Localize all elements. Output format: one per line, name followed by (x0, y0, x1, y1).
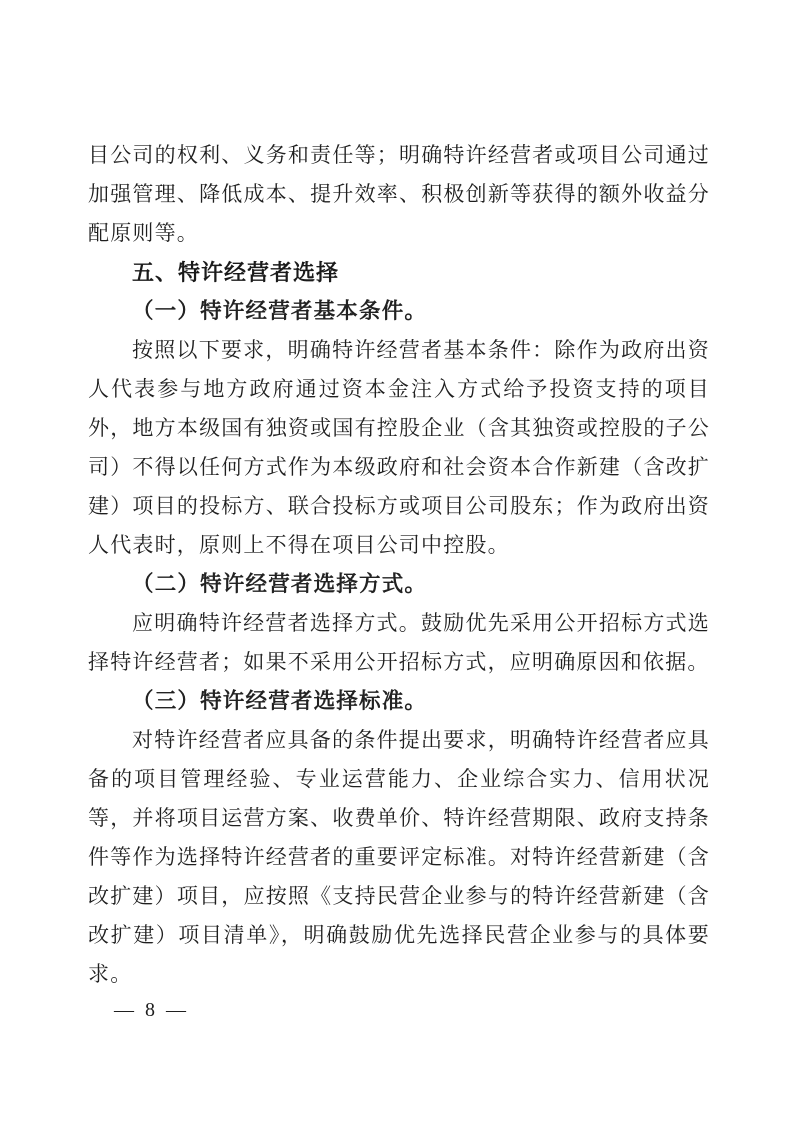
page-body (88, 136, 710, 994)
paragraph-selection-criteria: 对特许经营者应具备的条件提出要求，明确特许经营者应具备的项目管理经验、专业运营能力、企业综合实力、信用状况等，并将项目运营方案、收费单价、特许经营期限、政府支持条件等作为选择特许经营者的重要评定标准。对特许经营新建（含改扩建）项目，应按照《支持民营企业参与的特许经营新建（含改扩建）项目清单》，明确鼓励优先选择民营企业参与的具体要求。 (88, 728, 710, 986)
paragraph-basic-conditions: 按照以下要求，明确特许经营者基本条件：除作为政府出资人代表参与地方政府通过资本金注入方式给予投资支持的项目外，地方本级国有独资或国有控股企业（含其独资或控股的子公司）不得以任何方式作为本级政府和社会资本合作新建（含改扩建）项目的投标方、联合投标方或项目公司股东；作为政府出资人代表时，原则上不得在项目公司中控股。 (88, 338, 710, 557)
sub-heading-selection-method: （二）特许经营者选择方式。 (132, 572, 428, 597)
sub-heading-basic-conditions: （一）特许经营者基本条件。 (132, 299, 428, 324)
sub-heading-selection-criteria: （三）特许经营者选择标准。 (132, 689, 428, 714)
section-heading-franchisee-selection: 五、特许经营者选择 (132, 260, 340, 285)
page-number: — 8 — (114, 999, 189, 1021)
paragraph-continuation-revenue-allocation: 目公司的权利、义务和责任等；明确特许经营者或项目公司通过加强管理、降低成本、提升效率、积极创新等获得的额外收益分配原则等。 (88, 143, 710, 245)
paragraph-selection-method: 应明确特许经营者选择方式。鼓励优先采用公开招标方式选择特许经营者；如果不采用公开招标方式，应明确原因和依据。 (88, 611, 710, 674)
